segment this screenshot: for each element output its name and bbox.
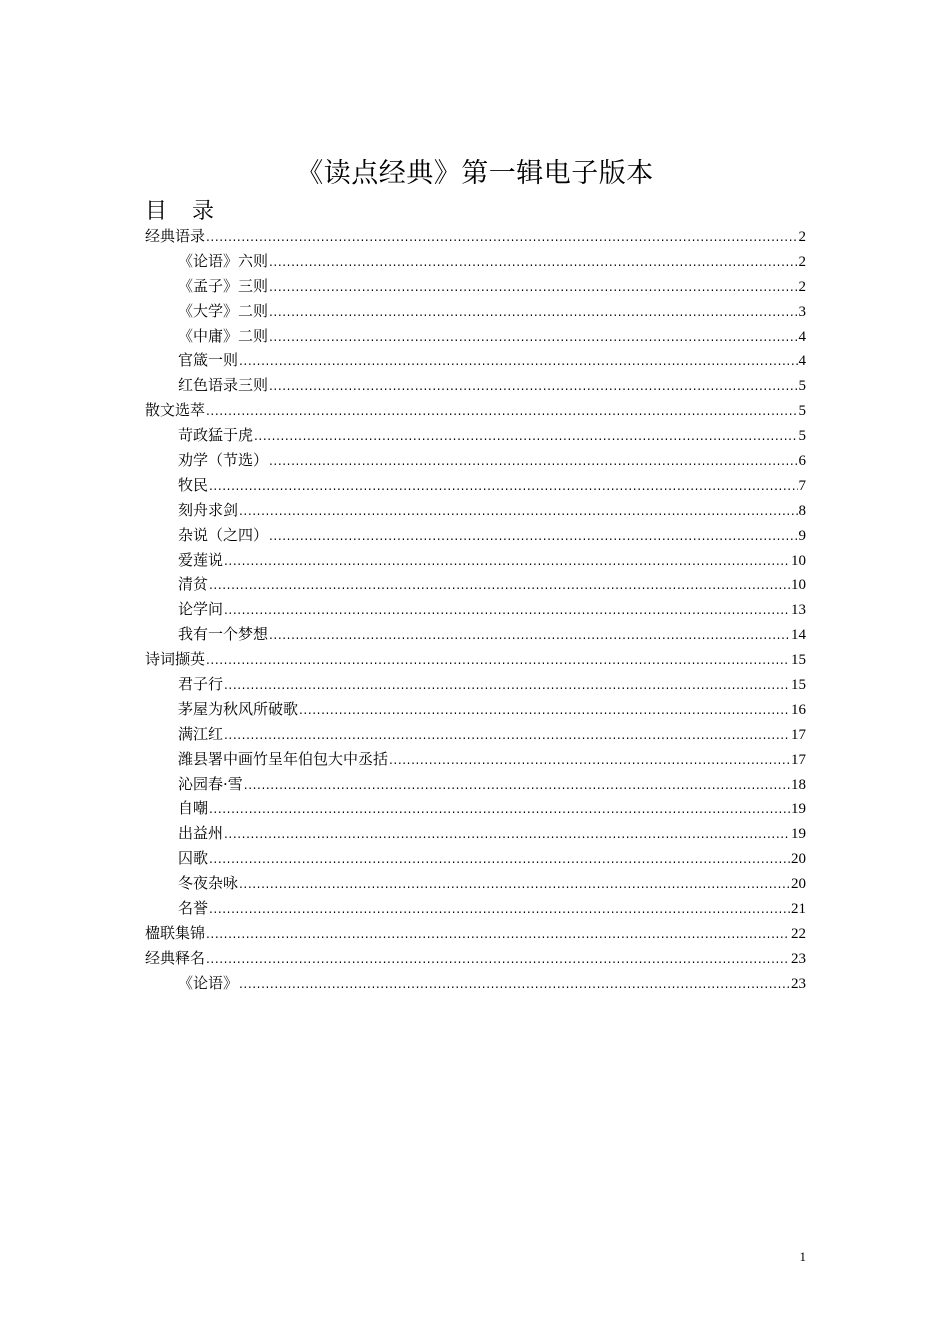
table-of-contents [145, 224, 806, 996]
toc-entry-page-number: 20 [791, 851, 806, 868]
toc-entry-page-number: 15 [791, 677, 806, 694]
toc-dot-leader [239, 972, 790, 997]
toc-entry-page-number: 5 [798, 403, 806, 420]
toc-section-entry[interactable] [145, 946, 806, 971]
toc-dot-leader [299, 698, 790, 723]
toc-entry-label: 我有一个梦想 [178, 625, 269, 644]
toc-entry-label: 散文选萃 [145, 401, 206, 420]
toc-dot-leader [269, 250, 797, 275]
toc-entry-page-number: 19 [791, 826, 806, 843]
toc-entry-label: 《中庸》二则 [178, 326, 269, 345]
toc-subsection-entry[interactable] [145, 672, 806, 697]
toc-entry-page-number: 5 [798, 428, 806, 445]
toc-entry-page-number: 5 [798, 378, 806, 395]
toc-entry-page-number: 2 [798, 229, 806, 245]
toc-dot-leader [269, 275, 797, 300]
toc-entry-label: 经典语录 [145, 227, 206, 245]
toc-section-entry[interactable] [145, 921, 806, 946]
toc-entry-label: 《论语》六则 [178, 251, 269, 270]
toc-entry-page-number: 10 [791, 552, 806, 569]
toc-section-entry[interactable] [145, 647, 806, 672]
toc-heading: 目 录 [145, 199, 223, 224]
toc-subsection-entry[interactable] [145, 772, 806, 797]
toc-entry-page-number: 14 [791, 627, 806, 644]
toc-subsection-entry[interactable] [145, 697, 806, 722]
toc-dot-leader [209, 897, 790, 922]
toc-dot-leader [254, 424, 797, 449]
toc-subsection-entry[interactable] [145, 548, 806, 573]
toc-dot-leader [206, 922, 790, 947]
toc-entry-label: 经典释名 [145, 948, 206, 967]
toc-entry-label: 牧民 [178, 475, 209, 494]
toc-entry-label: 君子行 [178, 675, 224, 694]
toc-subsection-entry[interactable] [145, 448, 806, 473]
toc-entry-label: 苛政猛于虎 [178, 426, 254, 445]
toc-entry-page-number: 22 [791, 925, 806, 942]
toc-entry-page-number: 16 [791, 701, 806, 718]
toc-entry-label: 楹联集锦 [145, 923, 206, 942]
toc-entry-page-number: 10 [791, 577, 806, 594]
toc-entry-label: 冬夜杂咏 [178, 874, 239, 893]
toc-entry-label: 论学问 [178, 600, 224, 619]
toc-subsection-entry[interactable] [145, 523, 806, 548]
toc-entry-page-number: 20 [791, 876, 806, 893]
toc-subsection-entry[interactable] [145, 871, 806, 896]
toc-subsection-entry[interactable] [145, 373, 806, 398]
toc-entry-page-number: 8 [798, 502, 806, 519]
toc-dot-leader [206, 947, 790, 972]
toc-entry-label: 清贫 [178, 575, 209, 594]
toc-dot-leader [224, 598, 790, 623]
page-title: 《读点经典》第一辑电子版本 [296, 158, 654, 189]
toc-dot-leader [269, 374, 797, 399]
toc-dot-leader [269, 524, 797, 549]
toc-dot-leader [269, 623, 790, 648]
toc-entry-page-number: 9 [798, 527, 806, 544]
toc-entry-page-number: 23 [791, 950, 806, 967]
toc-dot-leader [239, 872, 790, 897]
toc-dot-leader [239, 499, 797, 524]
toc-subsection-entry[interactable] [145, 299, 806, 324]
toc-entry-label: 沁园春·雪 [178, 774, 243, 793]
toc-subsection-entry[interactable] [145, 597, 806, 622]
toc-dot-leader [224, 549, 790, 574]
toc-entry-page-number: 2 [798, 253, 806, 270]
toc-subsection-entry[interactable] [145, 796, 806, 821]
toc-entry-page-number: 7 [798, 477, 806, 494]
toc-entry-label: 囚歌 [178, 849, 209, 868]
toc-dot-leader [224, 723, 790, 748]
toc-subsection-entry[interactable] [145, 324, 806, 349]
toc-entry-label: 出益州 [178, 824, 224, 843]
toc-entry-label: 茅屋为秋风所破歌 [178, 699, 299, 718]
toc-entry-page-number: 13 [791, 602, 806, 619]
toc-section-entry[interactable] [145, 398, 806, 423]
toc-entry-label: 《论语》 [178, 973, 239, 992]
page-number: 1 [799, 1249, 806, 1264]
toc-entry-label: 《大学》二则 [178, 301, 269, 320]
toc-dot-leader [224, 673, 790, 698]
toc-entry-label: 名誉 [178, 899, 209, 918]
toc-entry-page-number: 4 [798, 353, 806, 370]
toc-entry-page-number: 18 [791, 776, 806, 793]
toc-entry-page-number: 15 [791, 652, 806, 669]
toc-entry-page-number: 17 [791, 726, 806, 743]
toc-entry-label: 劝学（节选） [178, 451, 269, 470]
toc-entry-label: 《孟子》三则 [178, 276, 269, 295]
toc-dot-leader [209, 573, 790, 598]
toc-dot-leader [389, 748, 790, 773]
toc-subsection-entry[interactable] [145, 473, 806, 498]
toc-subsection-entry[interactable] [145, 423, 806, 448]
toc-subsection-entry[interactable] [145, 722, 806, 747]
toc-entry-label: 潍县署中画竹呈年伯包大中丞括 [178, 749, 389, 768]
toc-entry-page-number: 17 [791, 751, 806, 768]
toc-dot-leader [206, 225, 797, 250]
toc-subsection-entry[interactable] [145, 249, 806, 274]
toc-entry-label: 杂说（之四） [178, 525, 269, 544]
toc-section-entry[interactable] [145, 224, 806, 249]
toc-subsection-entry[interactable] [145, 747, 806, 772]
toc-entry-page-number: 2 [798, 278, 806, 295]
toc-entry-page-number: 4 [798, 328, 806, 345]
toc-entry-page-number: 23 [791, 975, 806, 992]
toc-dot-leader [209, 847, 790, 872]
toc-dot-leader [239, 349, 797, 374]
toc-dot-leader [206, 399, 797, 424]
toc-subsection-entry[interactable] [145, 622, 806, 647]
toc-entry-page-number: 19 [791, 801, 806, 818]
toc-entry-label: 红色语录三则 [178, 376, 269, 395]
toc-subsection-entry[interactable] [145, 274, 806, 299]
toc-dot-leader [269, 300, 797, 325]
toc-entry-page-number: 21 [791, 901, 806, 918]
toc-subsection-entry[interactable] [145, 821, 806, 846]
toc-dot-leader [209, 797, 790, 822]
toc-dot-leader [244, 773, 790, 798]
toc-subsection-entry[interactable] [145, 971, 806, 996]
toc-entry-label: 刻舟求剑 [178, 500, 239, 519]
toc-entry-label: 诗词撷英 [145, 650, 206, 669]
toc-subsection-entry[interactable] [145, 348, 806, 373]
toc-subsection-entry[interactable] [145, 846, 806, 871]
toc-dot-leader [206, 648, 790, 673]
toc-entry-page-number: 6 [798, 453, 806, 470]
toc-subsection-entry[interactable] [145, 572, 806, 597]
toc-dot-leader [224, 822, 790, 847]
toc-subsection-entry[interactable] [145, 896, 806, 921]
toc-dot-leader [269, 325, 797, 350]
toc-dot-leader [269, 449, 797, 474]
toc-dot-leader [209, 474, 797, 499]
toc-entry-label: 官箴一则 [178, 351, 239, 370]
toc-entry-label: 自嘲 [178, 799, 209, 818]
toc-entry-label: 爱莲说 [178, 550, 224, 569]
toc-entry-label: 满江红 [178, 724, 224, 743]
toc-entry-page-number: 3 [798, 303, 806, 320]
toc-subsection-entry[interactable] [145, 498, 806, 523]
